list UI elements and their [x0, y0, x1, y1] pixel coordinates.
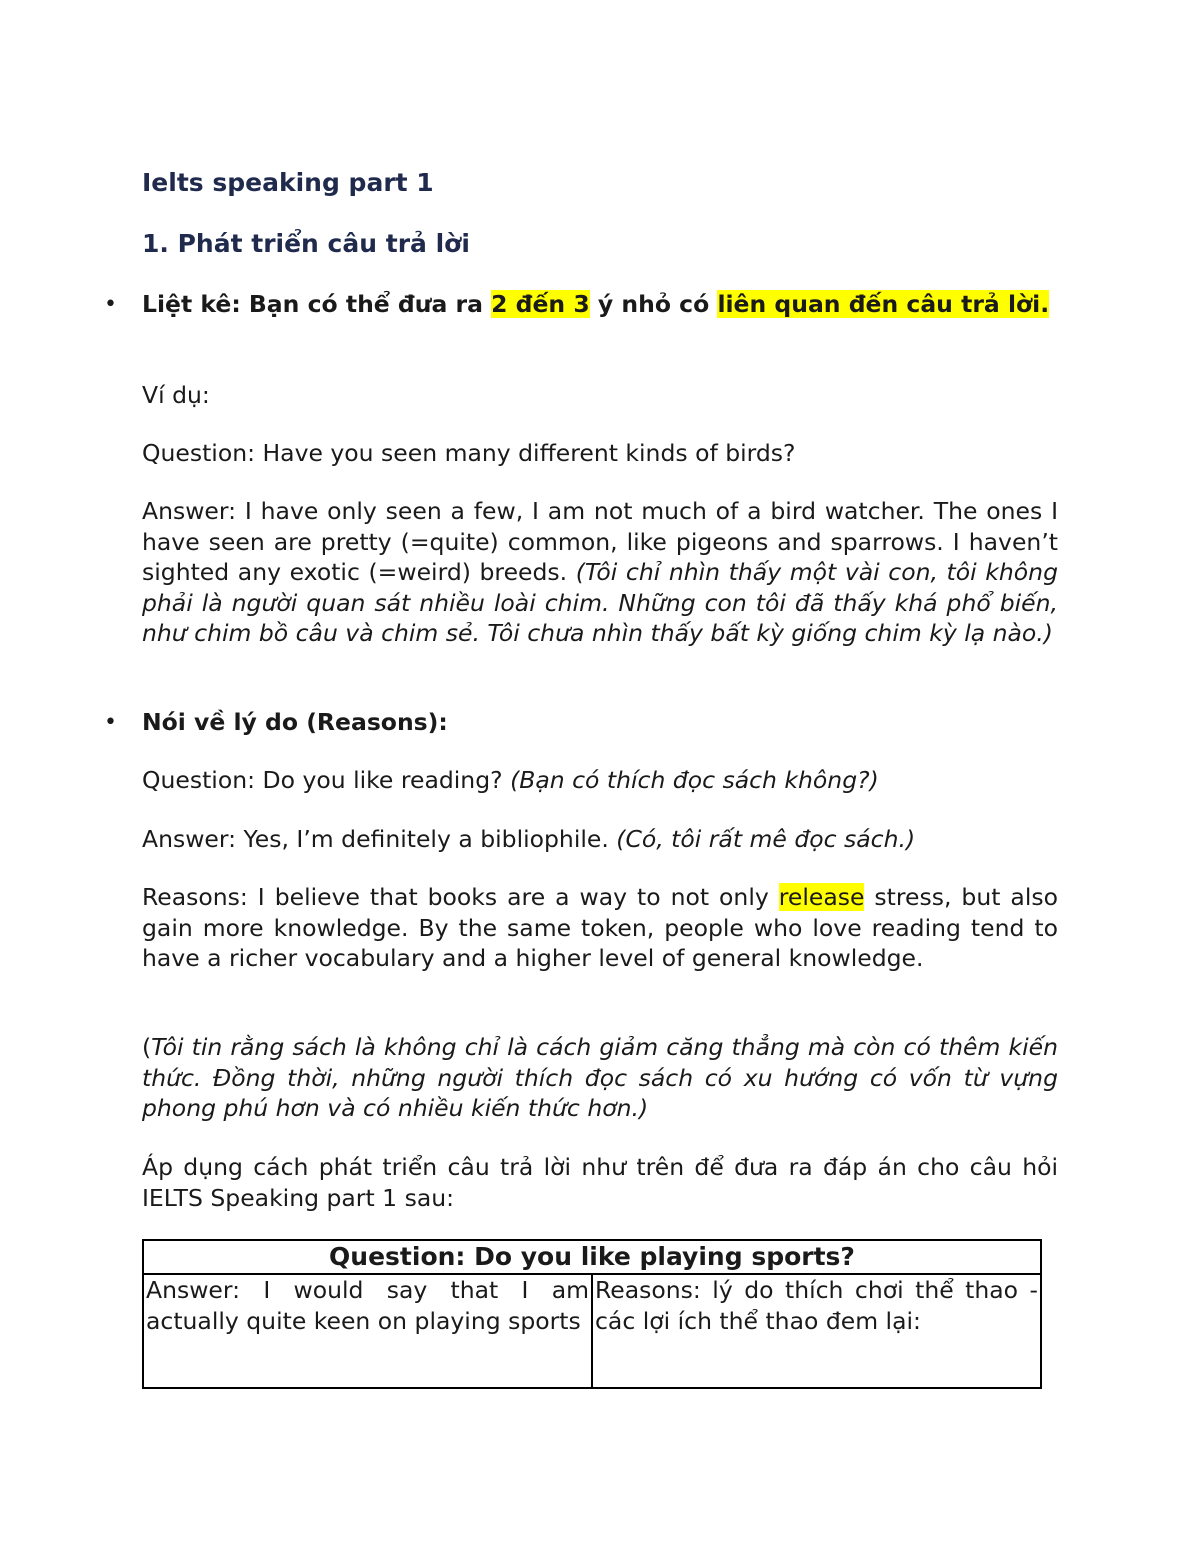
- reasons-text-2: stress, but also gain more knowledge. By the same token, people who love reading tend to have a richer vocabulary and a higher level of general knowledge.: [142, 883, 1058, 972]
- list-bullet-text: [142, 289, 1058, 320]
- example-label: Ví dụ:: [142, 381, 210, 409]
- list-bullet-label: Liệt kê: Bạn có thể đưa ra: [142, 290, 492, 318]
- list-bullet-mid: ý nhỏ có: [589, 290, 718, 318]
- section-heading: 1. Phát triển câu trả lời: [142, 229, 470, 258]
- table-row: [143, 1274, 1041, 1388]
- reasons-question-vi: (Bạn có thích đọc sách không?): [510, 766, 879, 794]
- question-table: [142, 1239, 1042, 1389]
- highlight-count: 2 đến 3: [491, 290, 590, 318]
- table-reasons-cell: Reasons: lý do thích chơi thể thao - các lợi ích thể thao đem lại:: [592, 1274, 1041, 1388]
- reasons-answer: [142, 824, 1058, 855]
- reasons-translation: [142, 1032, 1058, 1124]
- example-question: Question: Have you seen many different kinds of birds?: [142, 439, 796, 467]
- reasons-vi: Tôi tin rằng sách là không chỉ là cách giảm căng thẳng mà còn có thêm kiến thức. Đồng thời, những người thích đọc sách có xu hướng có vốn từ vựng phong phú hơn và có nhiều kiến thức hơn.): [142, 1033, 1058, 1122]
- highlight-related: liên quan đến câu trả lời.: [717, 290, 1050, 318]
- reasons-text-1: Reasons: I believe that books are a way to not only: [142, 883, 779, 911]
- reasons-question-en: Question: Do you like reading?: [142, 766, 511, 794]
- document-title: Ielts speaking part 1: [142, 168, 434, 197]
- reasons-vi-open: (: [142, 1033, 152, 1061]
- reasons-answer-en: Answer: Yes, I’m definitely a bibliophile.: [142, 825, 617, 853]
- reasons-bullet: Nói về lý do (Reasons):: [142, 708, 448, 736]
- bullet-icon: •: [104, 292, 117, 317]
- apply-instruction: Áp dụng cách phát triển câu trả lời như trên để đưa ra đáp án cho câu hỏi IELTS Speaking part 1 sau:: [142, 1153, 1058, 1212]
- reasons-question: [142, 765, 1058, 796]
- highlight-release: release: [778, 883, 865, 911]
- table-question: Question: Do you like playing sports?: [143, 1240, 1041, 1274]
- example-answer-vi: (Tôi chỉ nhìn thấy một vài con, tôi không phải là người quan sát nhiều loài chim. Những con tôi đã thấy khá phổ biến, như chim bồ câu và chim sẻ. Tôi chưa nhìn thấy bất kỳ giống chim kỳ lạ nào.): [142, 558, 1058, 647]
- reasons-answer-vi: (Có, tôi rất mê đọc sách.): [616, 825, 916, 853]
- bullet-icon: •: [104, 710, 117, 735]
- table-answer-cell: Answer: I would say that I am actually quite keen on playing sports: [143, 1274, 592, 1388]
- example-answer: [142, 496, 1058, 649]
- reasons-text: [142, 882, 1058, 974]
- table-row: [143, 1240, 1041, 1274]
- example-answer-en: Answer: I have only seen a few, I am not much of a bird watcher. The ones I have seen are pretty (=quite) common, like pigeons and sparrows. I haven’t sighted any exotic (=weird) breeds.: [142, 497, 1058, 586]
